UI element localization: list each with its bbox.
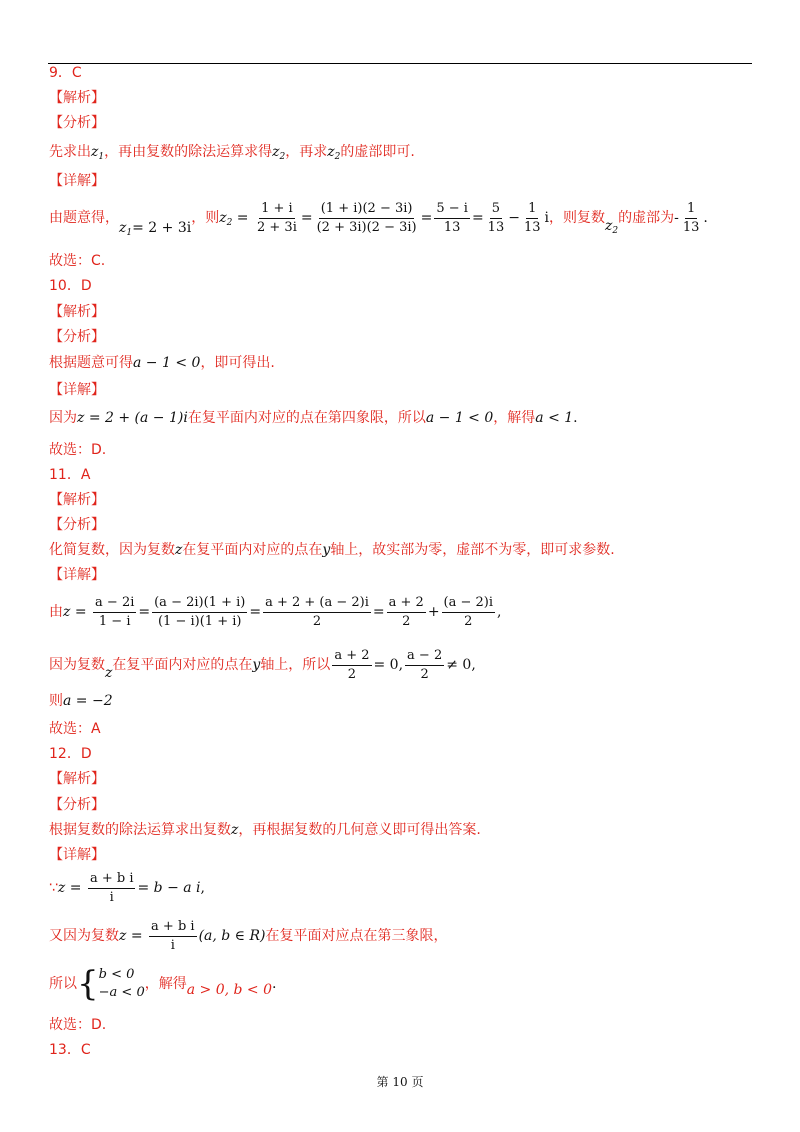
q9-xiangjie-heading: 【详解】 — [49, 173, 105, 189]
q11-jiexi-heading: 【解析】 — [49, 492, 105, 508]
q11-answer: 11．A — [49, 467, 91, 483]
q10-answer: 10．D — [49, 278, 92, 294]
q11-xiangjie-heading: 【详解】 — [49, 567, 105, 583]
page-footer: 第 10 页 — [376, 1075, 424, 1089]
q11-detail-line3: 则a = −2 — [49, 693, 113, 709]
q9-jiexi-heading: 【解析】 — [49, 90, 105, 106]
q13-answer: 13．C — [49, 1042, 91, 1058]
q10-choice: 故选：D. — [49, 442, 107, 458]
q12-jiexi-heading: 【解析】 — [49, 771, 105, 787]
system-brace: { — [77, 964, 99, 1004]
q11-fenxi-heading: 【分析】 — [49, 517, 105, 533]
q12-detail-line3: 所以{ b < 0 −a < 0 ，解得a > 0, b < 0. — [49, 964, 277, 1004]
q11-detail-line1: 由z = $\frac{a - 2i}{1 - i}$ = $\frac{(a - 2i)(1 + i)}{(1 - i)(1 + i)}$ = $\frac{a + 2 + (a - 2)i}{2}$ = $\frac{a + 2}{2}$ + $\frac{(a - 2)i}{2}$ , — [49, 594, 502, 629]
q11-detail-line2: 因为复数z在复平面内对应的点在y轴上，所以 $\frac{a + 2}{2}$ = 0, $\frac{a - 2}{2}$ ≠ 0, — [49, 647, 476, 682]
q9-fenxi-heading: 【分析】 — [49, 115, 105, 131]
q12-choice: 故选：D. — [49, 1017, 107, 1033]
q11-fenxi-text: 化简复数，因为复数z在复平面内对应的点在y轴上，故实部为零，虚部不为零，即可求参数. — [49, 542, 615, 558]
q11-choice: 故选：A — [49, 721, 101, 737]
q10-jiexi-heading: 【解析】 — [49, 304, 105, 320]
q9-choice: 故选：C. — [49, 253, 106, 269]
q10-detail: 因为z = 2 + (a − 1)i在复平面内对应的点在第四象限，所以a − 1 < 0，解得a < 1. — [49, 410, 578, 426]
q10-fenxi-text: 根据题意可得a − 1 < 0，即可得出. — [49, 355, 275, 371]
q9-detail: 由题意得，$z_1= 2 + 3i$，则$z_2$ = $\frac{1 + i}{2 + 3i}$ = $\frac{(1 + i)(2 - 3i)}{(2 + 3i)(2 - 3i)}$ = $\frac{5 - i}{13}$ = $\frac{5}{13}$ − $\frac{1}{13}$ i，则复数$z_2$的虚部为- $\frac{1}{13}$ . — [49, 200, 708, 238]
q12-answer: 12．D — [49, 746, 92, 762]
q12-fenxi-heading: 【分析】 — [49, 797, 105, 813]
q9-fenxi-text: 先求出$z_1$，再由复数的除法运算求得$z_2$，再求$z_2$的虚部即可. — [49, 144, 415, 162]
q12-detail-line1: ∵z = $\frac{\text{a + b i}}{i}$ = b − a i, — [49, 870, 205, 905]
q12-xiangjie-heading: 【详解】 — [49, 847, 105, 863]
q10-xiangjie-heading: 【详解】 — [49, 382, 105, 398]
q10-fenxi-heading: 【分析】 — [49, 329, 105, 345]
q12-detail-line2: 又因为复数z = $\frac{\text{a + b i}}{i}$ (a, b ∈ R)在复平面对应点在第三象限， — [49, 918, 448, 953]
q12-fenxi-text: 根据复数的除法运算求出复数z，再根据复数的几何意义即可得出答案. — [49, 822, 481, 838]
top-rule — [48, 63, 752, 64]
q9-answer: 9．C — [49, 65, 82, 81]
